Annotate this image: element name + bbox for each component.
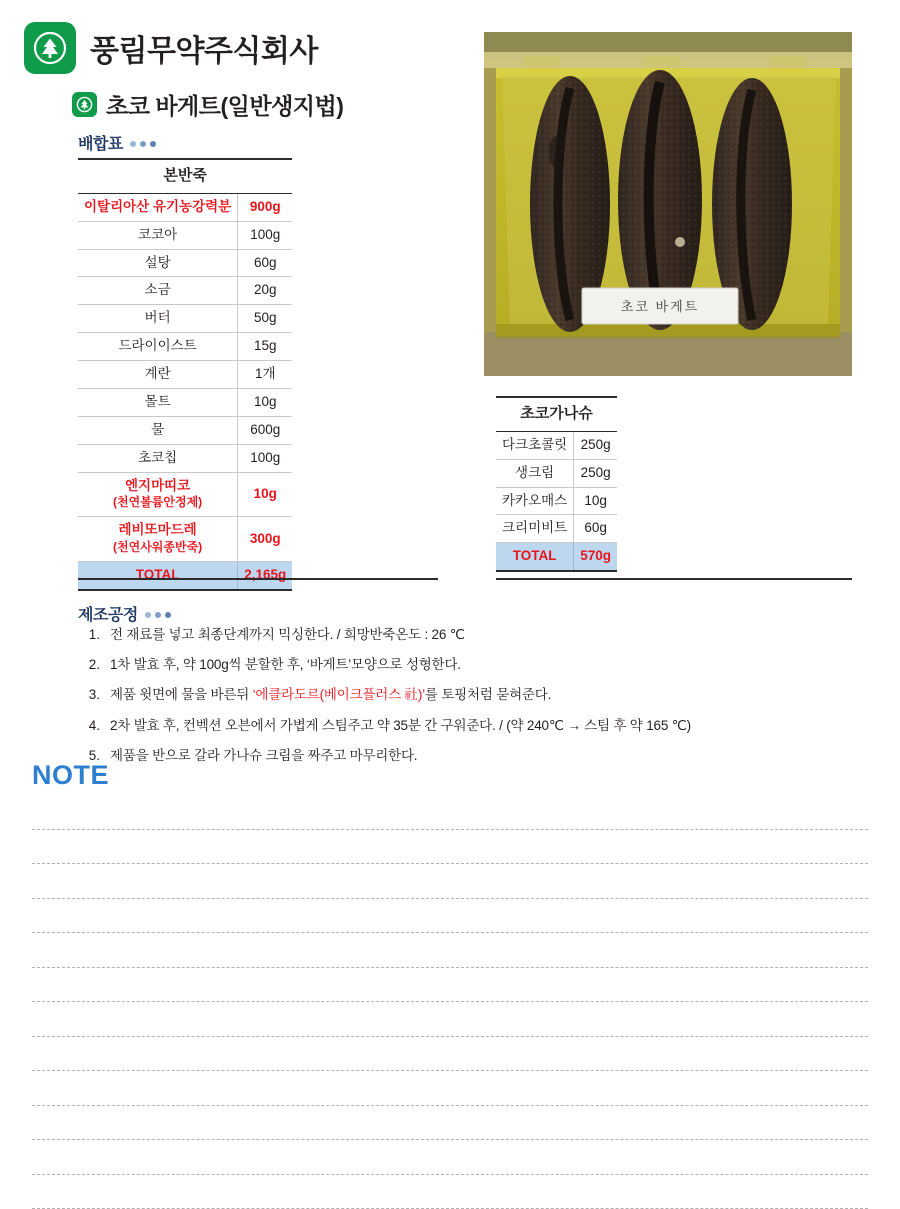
ingredient-name: 다크초콜릿 xyxy=(496,431,574,459)
process-step-number: 2. xyxy=(78,656,100,674)
ganache-table-title: 초코가나슈 xyxy=(496,397,617,431)
product-title-row xyxy=(72,88,343,121)
ingredient-name: 초코칩 xyxy=(78,444,238,472)
ingredient-name: 설탕 xyxy=(78,249,238,277)
ingredient-name: 몰트 xyxy=(78,388,238,416)
table-row xyxy=(78,472,292,517)
ingredient-amount: 60g xyxy=(574,515,617,543)
table-row xyxy=(78,221,292,249)
dots-decoration-icon xyxy=(130,141,156,147)
choco-baguette-photo xyxy=(484,32,852,376)
ingredient-name: 소금 xyxy=(78,277,238,305)
table-row xyxy=(78,444,292,472)
recipe-section-heading xyxy=(78,131,156,154)
ingredient-amount: 300g xyxy=(238,517,293,562)
ingredient-amount: 10g xyxy=(238,388,293,416)
table-row xyxy=(496,515,617,543)
ingredient-name: 생크림 xyxy=(496,459,574,487)
note-line[interactable] xyxy=(32,899,868,934)
ingredient-amount: 50g xyxy=(238,305,293,333)
process-step xyxy=(78,717,838,735)
note-line[interactable] xyxy=(32,1002,868,1037)
process-step xyxy=(78,656,838,674)
table-row xyxy=(78,305,292,333)
tree-logo-icon xyxy=(24,22,76,74)
process-step xyxy=(78,686,838,704)
note-line[interactable] xyxy=(32,1037,868,1072)
ingredient-name: 물 xyxy=(78,416,238,444)
company-name: 풍림무약주식회사 xyxy=(90,26,318,70)
divider-right xyxy=(496,578,852,580)
table-row xyxy=(496,487,617,515)
process-step xyxy=(78,747,838,765)
ingredient-amount: 100g xyxy=(238,221,293,249)
process-step-emphasis: ‘에클라도르(베이크플러스 社)’ xyxy=(253,687,425,702)
ingredient-name-sub: (천연볼륨안정제) xyxy=(113,495,202,509)
ingredient-amount: 1개 xyxy=(238,361,293,389)
note-line[interactable] xyxy=(32,1106,868,1141)
note-line[interactable] xyxy=(32,864,868,899)
table-row xyxy=(78,193,292,221)
process-section-heading xyxy=(78,602,171,625)
ingredient-name: 레비또마드레 (천연사워종반죽) xyxy=(78,517,238,562)
table-row xyxy=(78,361,292,389)
ingredient-name: 드라이이스트 xyxy=(78,333,238,361)
ingredient-name: 카카오매스 xyxy=(496,487,574,515)
note-line[interactable] xyxy=(32,933,868,968)
process-step-number: 5. xyxy=(78,747,100,765)
table-row xyxy=(496,459,617,487)
ingredient-name: 코코아 xyxy=(78,221,238,249)
main-dough-table-body xyxy=(78,193,292,590)
total-label: TOTAL xyxy=(78,562,238,590)
recipe-heading-label: 배합표 xyxy=(78,131,123,154)
ingredient-amount: 900g xyxy=(238,193,293,221)
table-row xyxy=(496,431,617,459)
note-line[interactable] xyxy=(32,1175,868,1209)
dots-decoration-icon xyxy=(145,612,171,618)
ganache-table-body xyxy=(496,431,617,571)
ingredient-amount: 250g xyxy=(574,459,617,487)
ingredient-amount: 10g xyxy=(574,487,617,515)
process-heading-label: 제조공정 xyxy=(78,602,138,625)
table-total-row xyxy=(78,562,292,590)
ingredient-name: 계란 xyxy=(78,361,238,389)
process-step-number: 3. xyxy=(78,686,100,704)
ingredient-name: 이탈리아산 유기농강력분 xyxy=(78,193,238,221)
ganache-table xyxy=(496,396,617,572)
ingredient-amount: 60g xyxy=(238,249,293,277)
process-step-number: 4. xyxy=(78,717,100,735)
note-line[interactable] xyxy=(32,795,868,830)
process-step xyxy=(78,626,838,644)
ingredient-amount: 600g xyxy=(238,416,293,444)
process-step-number: 1. xyxy=(78,626,100,644)
tree-logo-small-icon xyxy=(72,92,97,117)
table-row xyxy=(78,333,292,361)
ingredient-name: 크리미비트 xyxy=(496,515,574,543)
process-step-text: 제품 윗면에 물을 바른뒤 ‘에클라도르(베이크플러스 社)’를 토핑처럼 묻혀준다. xyxy=(110,686,838,704)
document-header xyxy=(24,22,318,74)
table-row xyxy=(78,388,292,416)
main-dough-table-title: 본반죽 xyxy=(78,159,292,193)
note-label: NOTE xyxy=(32,760,109,791)
ingredient-amount: 15g xyxy=(238,333,293,361)
process-list xyxy=(78,626,838,777)
svg-text:초코 바게트: 초코 바게트 xyxy=(621,299,699,314)
main-dough-table xyxy=(78,158,292,591)
ingredient-name: 버터 xyxy=(78,305,238,333)
table-row xyxy=(78,277,292,305)
total-label: TOTAL xyxy=(496,543,574,571)
note-lines-area[interactable] xyxy=(32,795,868,1209)
ingredient-name: 엔지마띠코 (천연볼륨안정제) xyxy=(78,472,238,517)
note-line[interactable] xyxy=(32,830,868,865)
process-step-text: 1차 발효 후, 약 100g씩 분할한 후, ‘바게트’모양으로 성형한다. xyxy=(110,656,838,674)
process-step-text: 제품을 반으로 갈라 가나슈 크림을 짜주고 마무리한다. xyxy=(110,747,838,765)
table-row xyxy=(78,517,292,562)
total-value: 2,165g xyxy=(238,562,293,590)
process-step-text: 2차 발효 후, 컨벡션 오븐에서 가볍게 스팀주고 약 35분 간 구워준다. / (약 240℃ → 스팀 후 약 165 ℃) xyxy=(110,717,838,735)
table-total-row xyxy=(496,543,617,571)
ingredient-amount: 100g xyxy=(238,444,293,472)
process-step-text: 전 재료를 넣고 최종단계까지 믹싱한다. / 희망반죽온도 : 26 ℃ xyxy=(110,626,838,644)
table-row xyxy=(78,416,292,444)
note-line[interactable] xyxy=(32,1140,868,1175)
table-row xyxy=(78,249,292,277)
page-title: 초코 바게트(일반생지법) xyxy=(106,88,343,121)
ingredient-amount: 20g xyxy=(238,277,293,305)
ingredient-amount: 250g xyxy=(574,431,617,459)
ingredient-name-sub: (천연사워종반죽) xyxy=(113,540,202,554)
total-value: 570g xyxy=(574,543,617,571)
note-line[interactable] xyxy=(32,968,868,1003)
ingredient-amount: 10g xyxy=(238,472,293,517)
note-line[interactable] xyxy=(32,1071,868,1106)
divider-left xyxy=(78,578,438,580)
